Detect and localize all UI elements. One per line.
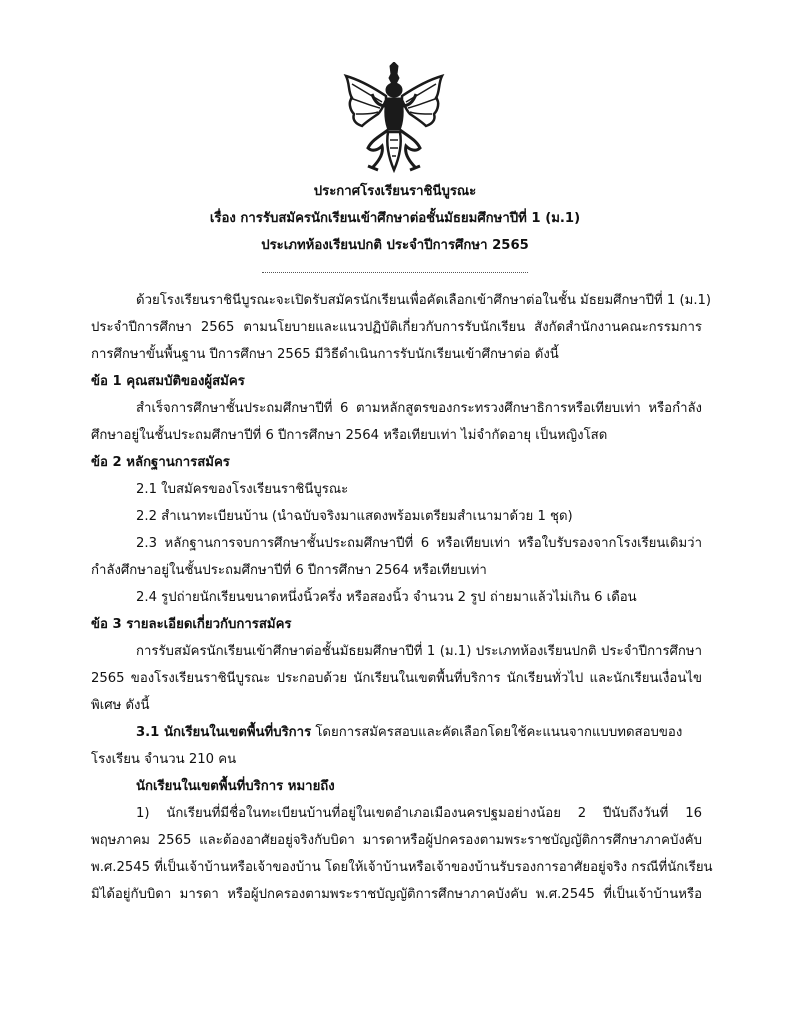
garuda-emblem-icon [338, 62, 450, 174]
section-2-heading: ข้อ 2 หลักฐานการสมัคร [91, 455, 230, 470]
section-3-line-3: พิเศษ ดังนี้ [91, 698, 150, 713]
section-3-line-1: การรับสมัครนักเรียนเข้าศึกษาต่อชั้นมัธยมศึกษาปีที่ 1 (ม.1) ประเภทห้องเรียนปกติ ประจำปีการศึกษา [136, 644, 702, 659]
section-3-line-2: 2565 ของโรงเรียนราชินีบูรณะ ประกอบด้วย นักเรียนในเขตพื้นที่บริการ นักเรียนทั่วไป และนักเรียนเงื่อนไข [91, 671, 702, 686]
section-3-heading: ข้อ 3 รายละเอียดเกี่ยวกับการสมัคร [91, 617, 292, 632]
section-1-line-2: ศึกษาอยู่ในชั้นประถมศึกษาปีที่ 6 ปีการศึกษา 2564 หรือเทียบเท่า ไม่จำกัดอายุ เป็นหญิงโสด [91, 428, 608, 443]
announcement-type: ประเภทห้องเรียนปกติ ประจำปีการศึกษา 2565 [261, 238, 529, 253]
section-1-heading: ข้อ 1 คุณสมบัติของผู้สมัคร [91, 374, 245, 389]
service-area-definition-heading: นักเรียนในเขตพื้นที่บริการ หมายถึง [136, 779, 335, 794]
section-2-item-3a: 2.3 หลักฐานการจบการศึกษาชั้นประถมศึกษาปีที่ 6 หรือเทียบเท่า หรือใบรับรองจากโรงเรียนเดิมว่า [136, 536, 702, 551]
announcement-subject: เรื่อง การรับสมัครนักเรียนเข้าศึกษาต่อชั้นมัธยมศึกษาปีที่ 1 (ม.1) [209, 211, 581, 226]
intro-line-2: ประจำปีการศึกษา 2565 ตามนโยบายและแนวปฏิบัติเกี่ยวกับการรับนักเรียน สังกัดสำนักงานคณะกรรมการ [91, 320, 702, 335]
section-2-item-1: 2.1 ใบสมัครของโรงเรียนราชินีบูรณะ [136, 482, 349, 497]
section-1-line-1: สำเร็จการศึกษาชั้นประถมศึกษาปีที่ 6 ตามหลักสูตรของกระทรวงศึกษาธิการหรือเทียบเท่า หรือกำลัง [136, 401, 702, 416]
intro-line-1: ด้วยโรงเรียนราชินีบูรณะจะเปิดรับสมัครนักเรียนเพื่อคัดเลือกเข้าศึกษาต่อในชั้น มัธยมศึกษาปีที่ 1 (ม.1) [136, 293, 712, 308]
subsection-3-1-text: โดยการสมัครสอบและคัดเลือกโดยใช้คะแนนจากแบบทดสอบของ [311, 725, 683, 740]
section-2-item-2: 2.2 สำเนาทะเบียนบ้าน (นำฉบับจริงมาแสดงพร้อมเตรียมสำเนามาด้วย 1 ชุด) [136, 509, 573, 524]
subsection-3-1-title: 3.1 นักเรียนในเขตพื้นที่บริการ [136, 725, 312, 740]
definition-line-2: พฤษภาคม 2565 และต้องอาศัยอยู่จริงกับบิดา มารดาหรือผู้ปกครองตามพระราชบัญญัติการศึกษาภาคบังคับ [91, 833, 702, 848]
intro-line-3: การศึกษาขั้นพื้นฐาน ปีการศึกษา 2565 มีวิธีดำเนินการรับนักเรียนเข้าศึกษาต่อ ดังนี้ [91, 347, 559, 362]
announcement-title: ประกาศโรงเรียนราชินีบูรณะ [313, 184, 477, 199]
definition-line-3: พ.ศ.2545 ที่เป็นเจ้าบ้านหรือเจ้าของบ้าน โดยให้เจ้าบ้านหรือเจ้าของบ้านรับรองการอาศัยอยู่จริง กรณีที่นักเรียน [91, 860, 713, 875]
divider [262, 272, 528, 273]
section-2-item-4: 2.4 รูปถ่ายนักเรียนขนาดหนึ่งนิ้วครึ่ง หรือสองนิ้ว จำนวน 2 รูป ถ่ายมาแล้วไม่เกิน 6 เดือน [136, 590, 637, 605]
section-2-item-3b: กำลังศึกษาอยู่ในชั้นประถมศึกษาปีที่ 6 ปีการศึกษา 2564 หรือเทียบเท่า [91, 563, 487, 578]
subsection-3-1-line-2: โรงเรียน จำนวน 210 คน [91, 752, 237, 767]
subsection-3-1 [136, 724, 682, 742]
definition-line-1: 1) นักเรียนที่มีชื่อในทะเบียนบ้านที่อยู่ในเขตอำเภอเมืองนครปฐมอย่างน้อย 2 ปีนับถึงวันที่ 16 [136, 806, 702, 821]
definition-line-4: มิได้อยู่กับบิดา มารดา หรือผู้ปกครองตามพระราชบัญญัติการศึกษาภาคบังคับ พ.ศ.2545 ที่เป็นเจ้าบ้านหรือ [91, 887, 702, 902]
